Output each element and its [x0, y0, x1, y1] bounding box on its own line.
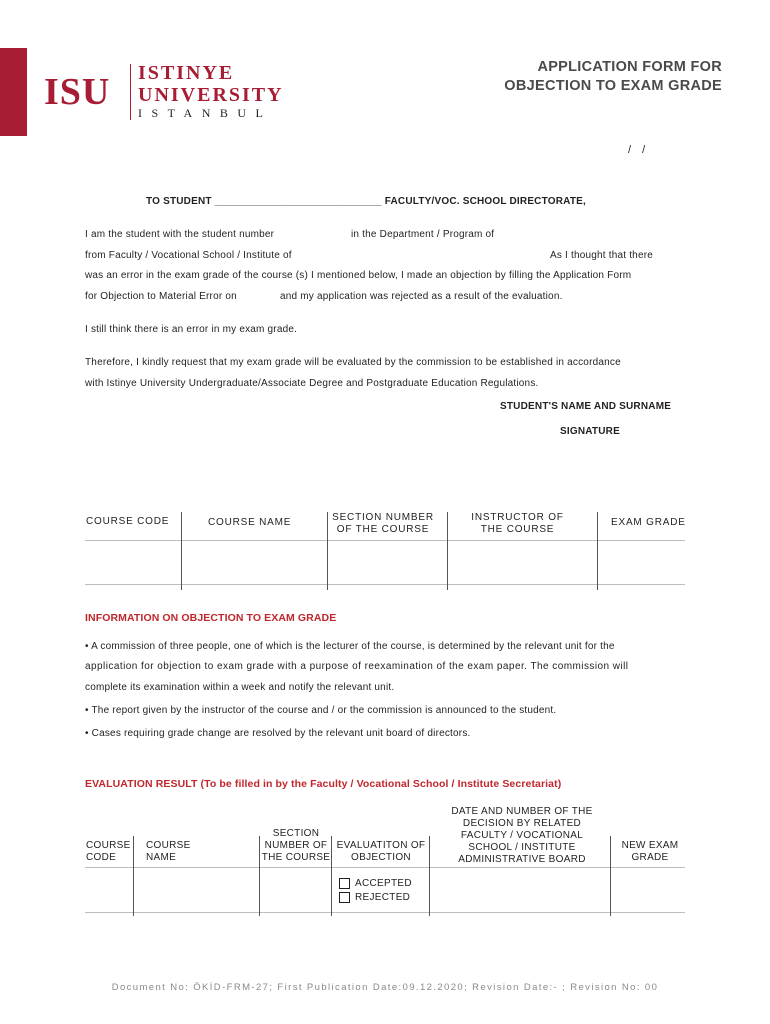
course-table-divider-1	[181, 512, 182, 590]
section-number-input[interactable]	[329, 542, 446, 583]
faculty-label: from Faculty / Vocational School / Institute of	[85, 250, 292, 261]
form-title	[504, 58, 722, 96]
course-table-divider-3	[447, 512, 448, 590]
ev-th-decision	[438, 806, 606, 866]
exam-grade-input[interactable]	[599, 542, 684, 583]
letter-text-thought: As I thought that there	[550, 250, 653, 261]
logo-isu-text: ISU	[44, 71, 111, 113]
logo-divider	[130, 64, 131, 120]
info-bullet-1-line2: application for objection to exam grade with a purpose of reexamination of the exam paper. The commission will	[85, 661, 629, 672]
ev-th-section	[258, 828, 334, 864]
evaluation-divider-3	[331, 836, 332, 916]
th-course-code: COURSE CODE	[86, 516, 170, 527]
evaluation-divider-2	[259, 836, 260, 916]
letter-text-request: Therefore, I kindly request that my exam grade will be evaluated by the commission to be established in accordance	[85, 357, 621, 368]
addressee-line: TO STUDENT _____________________________ FACULTY/VOC. SCHOOL DIRECTORATE,	[146, 196, 586, 207]
letter-text-regulations: with Istinye University Undergraduate/Associate Degree and Postgraduate Education Regulations.	[85, 378, 539, 389]
student-number-label: I am the student with the student number	[85, 229, 275, 240]
th-exam-grade: EXAM GRADE	[611, 517, 686, 528]
ev-th-name-line2: NAME	[146, 852, 177, 863]
ev-th-course-code	[86, 840, 131, 864]
course-code-input[interactable]	[86, 542, 180, 583]
info-bullet-2: • The report given by the instructor of the course and / or the commission is announced to the student.	[85, 705, 557, 716]
rejected-label: REJECTED	[355, 892, 411, 903]
ev-th-evaluation-line1: EVALUATITON OF	[336, 840, 426, 851]
side-accent-bar	[0, 48, 27, 136]
course-table-bottom-rule	[85, 584, 685, 585]
info-bullet-1-line1: • A commission of three people, one of which is the lecturer of the course, is determined by the relevant unit for the	[85, 641, 615, 652]
course-table-header-rule	[85, 540, 685, 541]
ev-th-new-grade-line2: GRADE	[631, 852, 669, 863]
info-heading: INFORMATION ON OBJECTION TO EXAM GRADE	[85, 612, 337, 624]
course-name-input[interactable]	[183, 542, 326, 583]
ev-th-evaluation	[333, 840, 429, 864]
material-error-date-label: for Objection to Material Error on	[85, 291, 237, 302]
ev-th-decision-line2: DECISION BY RELATED	[462, 818, 582, 829]
evaluation-table-header-rule	[85, 867, 685, 868]
accepted-label: ACCEPTED	[355, 878, 412, 889]
form-title-line1: APPLICATION FORM FOR	[537, 59, 722, 75]
letter-text-rejected: and my application was rejected as a result of the evaluation.	[280, 291, 563, 302]
logo-university-text: UNIVERSITY	[138, 84, 284, 106]
th-instructor	[460, 512, 575, 536]
course-table-divider-2	[327, 512, 328, 590]
instructor-input[interactable]	[449, 542, 596, 583]
ev-th-decision-line4: SCHOOL / INSTITUTE	[468, 842, 576, 853]
th-section-line2: OF THE COURSE	[336, 524, 430, 535]
course-table-divider-4	[597, 512, 598, 590]
evaluation-divider-4	[429, 836, 430, 916]
ev-th-section-line2: NUMBER OF	[264, 840, 328, 851]
letter-text-still-think: I still think there is an error in my exam grade.	[85, 324, 298, 335]
ev-th-section-line1: SECTION	[272, 828, 320, 839]
th-course-name: COURSE NAME	[208, 517, 292, 528]
university-logo	[44, 60, 284, 124]
logo-istinye-text: ISTINYE	[138, 62, 235, 84]
ev-th-new-grade	[612, 840, 688, 864]
th-instructor-line1: INSTRUCTOR OF	[471, 512, 564, 523]
ev-th-decision-line5: ADMINISTRATIVE BOARD	[458, 854, 586, 865]
document-footer: Document No: ÖKİD-FRM-27; First Publication Date:09.12.2020; Revision Date:- ; Revision No: 00	[111, 982, 659, 993]
date-field[interactable]: / /	[628, 144, 646, 156]
rejected-checkbox[interactable]	[339, 892, 350, 903]
ev-th-code-line2: CODE	[86, 852, 117, 863]
ev-new-grade-input[interactable]	[612, 869, 684, 911]
ev-th-name-line1: COURSE	[146, 840, 191, 851]
ev-th-course-name	[146, 840, 191, 864]
ev-section-input[interactable]	[261, 869, 330, 911]
ev-th-evaluation-line2: OBJECTION	[351, 852, 411, 863]
accepted-checkbox[interactable]	[339, 878, 350, 889]
evaluation-heading: EVALUATION RESULT (To be filled in by the Faculty / Vocational School / Institute Secretariat)	[85, 778, 562, 790]
evaluation-table-bottom-rule	[85, 912, 685, 913]
evaluation-divider-5	[610, 836, 611, 916]
ev-decision-input[interactable]	[431, 869, 609, 911]
form-title-line2: OBJECTION TO EXAM GRADE	[504, 78, 722, 94]
info-bullet-3: • Cases requiring grade change are resolved by the relevant unit board of directors.	[85, 728, 471, 739]
student-name-label: STUDENT'S NAME AND SURNAME	[500, 401, 672, 412]
ev-th-new-grade-line1: NEW EXAM	[621, 840, 679, 851]
evaluation-divider-1	[133, 836, 134, 916]
ev-course-code-input[interactable]	[86, 869, 132, 911]
logo-istanbul-text: ISTANBUL	[138, 106, 273, 120]
th-instructor-line2: THE COURSE	[480, 524, 555, 535]
th-section-line1: SECTION NUMBER	[332, 512, 434, 523]
ev-th-decision-line1: DATE AND NUMBER OF THE	[451, 806, 593, 817]
info-bullet-1-line3: complete its examination within a week and notify the relevant unit.	[85, 682, 395, 693]
ev-th-section-line3: THE COURSE	[261, 852, 331, 863]
th-section-number	[328, 512, 438, 536]
signature-label: SIGNATURE	[560, 426, 620, 437]
department-label: in the Department / Program of	[351, 229, 495, 240]
ev-th-code-line1: COURSE	[86, 840, 131, 851]
ev-course-name-input[interactable]	[135, 869, 258, 911]
letter-text-error: was an error in the exam grade of the course (s) I mentioned below, I made an objection by filling the Application Form	[85, 270, 632, 281]
ev-th-decision-line3: FACULTY / VOCATIONAL	[460, 830, 584, 841]
